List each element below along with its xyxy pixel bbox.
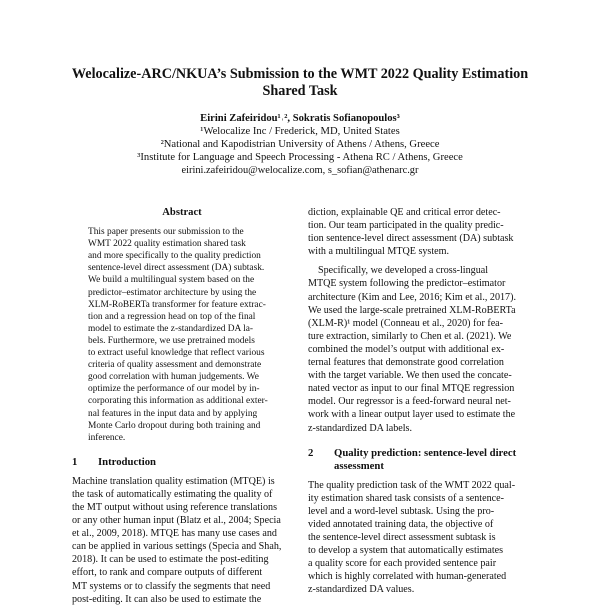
abstract-line: model to estimate the z-standardized DA la- bbox=[88, 323, 254, 334]
section-title-line: assessment bbox=[334, 459, 384, 472]
section-title bbox=[334, 447, 516, 473]
section-heading-quality-prediction bbox=[308, 447, 530, 473]
author-emails: eirini.zafeiridou@welocalize.com, s_sofian@athenarc.gr bbox=[181, 165, 419, 176]
body-line: the MT output without using reference translations bbox=[72, 501, 278, 513]
intro-continuation-paragraph bbox=[308, 206, 530, 258]
abstract-line: inference. bbox=[88, 432, 126, 443]
body-line: model. Our regressor is a feed-forward neural net- bbox=[308, 396, 511, 408]
section-heading-introduction bbox=[72, 456, 292, 469]
body-line: z-standardized DA labels. bbox=[308, 422, 412, 434]
body-line: or any other human input (Blatz et al., 2004; Specia bbox=[72, 515, 281, 527]
abstract-line: This paper presents our submission to the bbox=[88, 227, 244, 238]
section-number: 1 bbox=[72, 455, 78, 468]
introduction-paragraph bbox=[72, 475, 292, 606]
abstract-body bbox=[88, 226, 278, 444]
abstract-line: XLM-RoBERTa transformer for feature extrac- bbox=[88, 299, 266, 310]
author-names: Eirini Zafeiridou¹˒², Sokratis Sofianopoulos³ bbox=[200, 113, 400, 124]
abstract-line: optimize the performance of our model by in- bbox=[88, 384, 260, 395]
body-line: We used the large-scale pretrained XLM-RoBERTa bbox=[308, 304, 516, 316]
body-line: The quality prediction task of the WMT 2022 qual- bbox=[308, 479, 516, 491]
abstract-line: predictor–estimator architecture by using the bbox=[88, 287, 257, 298]
abstract-line: and more specifically to the quality prediction bbox=[88, 251, 261, 262]
affiliation: ²National and Kapodistrian University of Athens / Athens, Greece bbox=[160, 139, 440, 150]
body-line: which is highly correlated with human-generated bbox=[308, 571, 507, 583]
body-line: architecture (Kim and Lee, 2016; Kim et al., 2017). bbox=[308, 291, 516, 303]
body-line: et al., 2009, 2018). MTQE has many use cases and bbox=[72, 528, 277, 540]
body-line: to develop a system that automatically estimates bbox=[308, 545, 504, 557]
body-line: Specifically, we developed a cross-lingual bbox=[318, 265, 489, 277]
body-line: vided annotated training data, the objective of bbox=[308, 518, 494, 530]
body-line: tion sentence-level direct assessment (DA) subtask bbox=[308, 233, 514, 245]
abstract-line: criteria of quality assessment and demonstrate bbox=[88, 360, 262, 371]
body-line: the sentence-level direct assessment subtask is bbox=[308, 531, 496, 543]
quality-prediction-paragraph bbox=[308, 479, 530, 597]
abstract-line: tion and a regression head on top of the final bbox=[88, 311, 256, 322]
body-line: Machine translation quality estimation (MTQE) is bbox=[72, 475, 275, 487]
body-line: MTQE system following the predictor–estimator bbox=[308, 278, 506, 290]
body-line: effort, to rank and compare outputs of different bbox=[72, 567, 263, 579]
author-block bbox=[40, 112, 560, 177]
body-line: level and a word-level subtask. Using the pro- bbox=[308, 505, 495, 517]
body-line: ternal features that demonstrate good correlation bbox=[308, 357, 504, 369]
body-line: a quality score for each provided sentence pair bbox=[308, 558, 497, 570]
abstract-line: We build a multilingual system based on the bbox=[88, 275, 255, 286]
body-line: z-standardized DA values. bbox=[308, 584, 415, 596]
system-description-paragraph bbox=[308, 264, 530, 434]
body-line: with a multilingual MTQE system. bbox=[308, 246, 450, 258]
body-line: the task of automatically estimating the quality of bbox=[72, 488, 273, 500]
affiliation: ¹Welocalize Inc / Frederick, MD, United States bbox=[200, 126, 400, 137]
body-line: MT systems or to classify the segments that need bbox=[72, 580, 271, 592]
title-line: Shared Task bbox=[262, 83, 338, 99]
title-line: Welocalize-ARC/NKUA’s Submission to the WMT 2022 Quality Estimation bbox=[71, 66, 529, 82]
section-number: 2 bbox=[308, 446, 314, 459]
body-line: combined the model’s output with additional ex- bbox=[308, 343, 505, 355]
abstract-line: nal features in the input data and by applying bbox=[88, 408, 258, 419]
paper-title bbox=[40, 66, 560, 100]
body-line: 2018). It can be used to estimate the post-editing bbox=[72, 554, 269, 566]
abstract-line: Monte Carlo dropout during both training and bbox=[88, 420, 261, 431]
body-line: (XLM-R)¹ model (Conneau et al., 2020) for fea- bbox=[308, 317, 504, 329]
body-line: tion. Our team participated in the quality predic- bbox=[308, 220, 504, 232]
body-line: post-editing. It can also be used to estimate the bbox=[72, 593, 262, 605]
abstract-heading: Abstract bbox=[162, 207, 202, 218]
body-line: nated vector as input to our final MTQE regression bbox=[308, 383, 515, 395]
body-line: ity estimation shared task consists of a sentence- bbox=[308, 492, 504, 504]
right-column bbox=[308, 206, 530, 596]
abstract-line: to extract useful knowledge that reflect various bbox=[88, 348, 265, 359]
abstract-line: sentence-level direct assessment (DA) subtask. bbox=[88, 263, 265, 274]
abstract-line: good correlation with human judgements. We bbox=[88, 372, 259, 383]
body-line: diction, explainable QE and critical error detec- bbox=[308, 207, 501, 218]
body-line: can be applied in various settings (Specia and Shah, bbox=[72, 541, 282, 553]
affiliation: ³Institute for Language and Speech Processing - Athena RC / Athens, Greece bbox=[137, 152, 463, 163]
section-title: Introduction bbox=[98, 455, 157, 468]
body-line: ture extraction, similarly to Chen et al. (2021). We bbox=[308, 330, 512, 342]
body-line: work with a linear output layer used to estimate the bbox=[308, 409, 516, 421]
abstract-line: bels. Furthermore, we use pretrained models bbox=[88, 335, 255, 346]
abstract-line: corporating this information as additional exter- bbox=[88, 396, 268, 407]
left-column bbox=[72, 206, 292, 606]
abstract-line: WMT 2022 quality estimation shared task bbox=[88, 239, 246, 250]
body-line: with the target variable. We then used the concate- bbox=[308, 370, 512, 382]
section-title-line: Quality prediction: sentence-level direct bbox=[334, 446, 517, 459]
